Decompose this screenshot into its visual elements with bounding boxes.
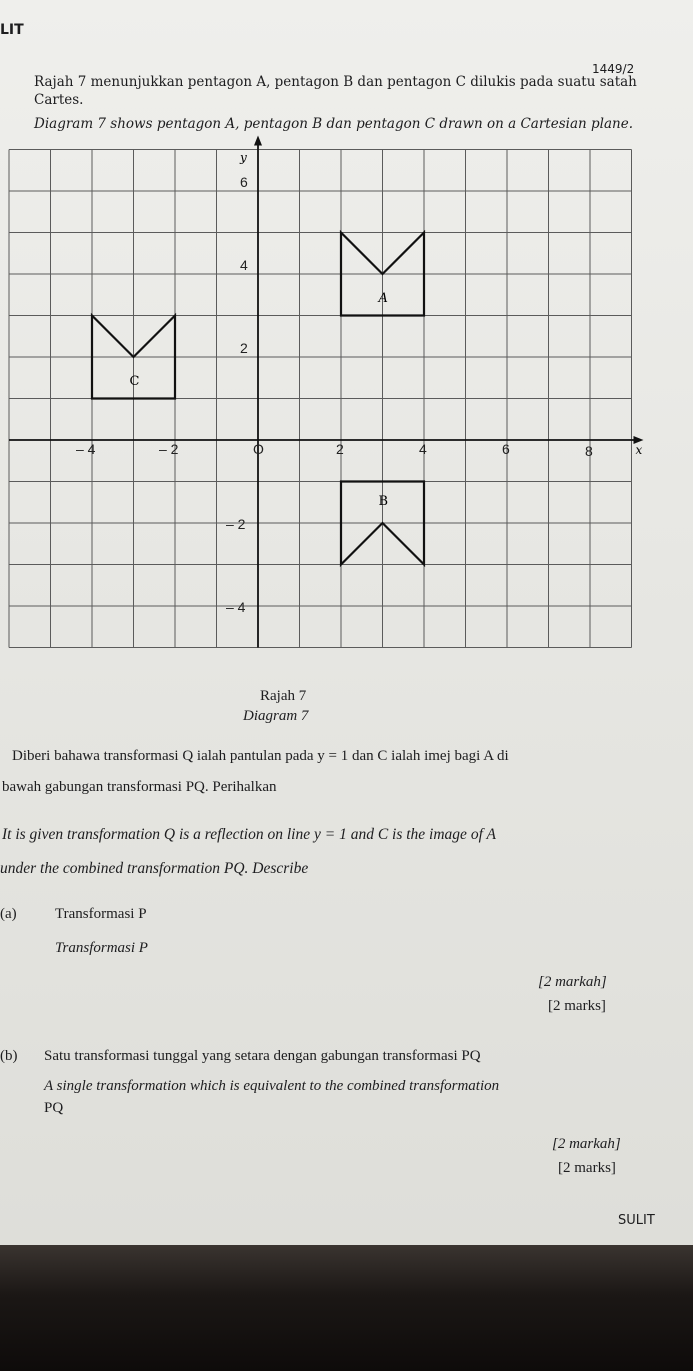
part-a-label: (a) — [0, 906, 17, 922]
y-tick-label: 4 — [240, 257, 248, 273]
x-tick-label: O — [253, 441, 264, 457]
pentagon-c-label: C — [129, 373, 140, 389]
x-tick-label: – 2 — [159, 441, 179, 457]
x-axis-label: x — [635, 443, 643, 457]
footer-sulit: SULIT — [618, 1213, 655, 1228]
question-malay-line1: Diberi bahawa transformasi Q ialah pantulan pada y = 1 dan C ialah imej bagi A di — [12, 748, 509, 764]
part-a-english: Transformasi P — [55, 940, 148, 956]
y-tick-label: 2 — [240, 340, 248, 356]
paper-code: 1449/2 — [592, 62, 635, 76]
y-tick-label: – 2 — [226, 516, 246, 532]
x-tick-label: 4 — [419, 441, 427, 457]
part-a-malay: Transformasi P — [55, 906, 147, 922]
cartesian-diagram — [0, 150, 643, 680]
question-english-line1: It is given transformation Q is a reflection on line y = 1 and C is the image of A — [2, 826, 496, 843]
caption-malay: Rajah 7 — [260, 688, 307, 704]
part-a-marks-malay: [2 markah] — [538, 974, 607, 990]
intro-malay-cont: Cartes. — [34, 92, 84, 108]
x-tick-label: 8 — [585, 443, 593, 459]
question-malay-line2: bawah gabungan transformasi PQ. Perihalkan — [2, 779, 277, 795]
part-b-english-line1: A single transformation which is equivalent to the combined transformation — [44, 1078, 500, 1094]
pentagon-a-label: A — [378, 290, 388, 306]
intro-english: Diagram 7 shows pentagon A, pentagon B dan pentagon C drawn on a Cartesian plane. — [34, 116, 633, 132]
x-tick-label: 6 — [502, 441, 510, 457]
part-a-marks-english: [2 marks] — [548, 998, 606, 1014]
x-tick-label: – 4 — [76, 441, 96, 457]
cartesian-plane — [0, 150, 643, 680]
part-b-marks-english: [2 marks] — [558, 1160, 616, 1176]
y-axis-label: y — [240, 150, 247, 165]
header-label: LIT — [0, 22, 24, 38]
part-b-label: (b) — [0, 1048, 18, 1064]
part-b-malay: Satu transformasi tunggal yang setara dengan gabungan transformasi PQ — [44, 1048, 481, 1064]
intro-malay: Rajah 7 menunjukkan pentagon A, pentagon B dan pentagon C dilukis pada suatu satah — [34, 74, 637, 90]
y-tick-label: 6 — [240, 174, 248, 190]
background-shadow — [0, 1245, 693, 1371]
x-tick-label: 2 — [336, 441, 344, 457]
pentagon-b-label: B — [378, 494, 389, 510]
caption-english: Diagram 7 — [243, 708, 309, 724]
question-english-line2: under the combined transformation PQ. Describe — [0, 860, 309, 877]
part-b-marks-malay: [2 markah] — [552, 1136, 621, 1152]
part-b-english-line2: PQ — [44, 1100, 64, 1116]
y-tick-label: – 4 — [226, 599, 246, 615]
